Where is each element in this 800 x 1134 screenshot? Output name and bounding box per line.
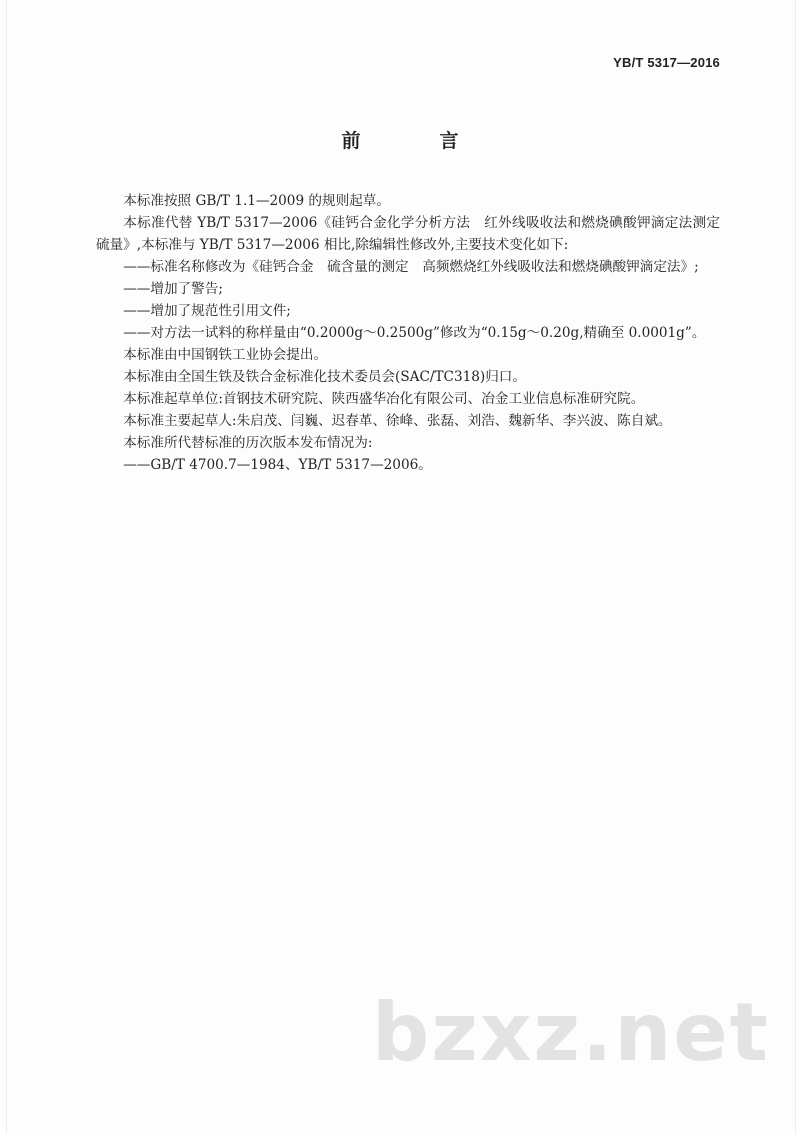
- paragraph-drafters: 本标准主要起草人:朱启茂、闫巍、迟春革、徐峰、张磊、刘浩、魏新华、李兴波、陈自斌。: [123, 413, 672, 429]
- paragraph-proposed-by: 本标准由中国钢铁工业协会提出。: [123, 347, 328, 363]
- paragraph-replacement: 本标准代替 YB/T 5317—2006《硅钙合金化学分析方法 红外线吸收法和燃烧碘酸钾滴定法测定硫量》,本标准与 YB/T 5317—2006 相比,除编辑性修改外,主要技术变化如下:: [96, 215, 720, 253]
- standard-code: YB/T 5317—2016: [613, 55, 720, 70]
- list-item-normative-references: ——增加了规范性引用文件;: [123, 303, 291, 319]
- paragraph-history-intro: 本标准所代替标准的历次版本发布情况为:: [123, 435, 373, 451]
- paragraph-drafting-units: 本标准起草单位:首钢技术研究院、陕西盛华冶化有限公司、冶金工业信息标准研究院。: [123, 391, 645, 407]
- document-body: [96, 190, 720, 476]
- list-item-warning: ——增加了警告;: [123, 281, 223, 297]
- list-item-title-change: ——标准名称修改为《硅钙合金 硫含量的测定 高频燃烧红外线吸收法和燃烧碘酸钾滴定法》;: [123, 259, 699, 275]
- page-sheet: [6, 0, 796, 1134]
- site-watermark: bzxz.net: [372, 986, 770, 1079]
- paragraph-drafting-rules: 本标准按照 GB/T 1.1—2009 的规则起草。: [123, 193, 390, 209]
- page-title: 前 言: [341, 130, 489, 152]
- paragraph-administered-by: 本标准由全国生铁及铁合金标准化技术委员会(SAC/TC318)归口。: [123, 369, 526, 385]
- list-item-sample-mass: ——对方法一试料的称样量由“0.2000g～0.2500g”修改为“0.15g～0.20g,精确至 0.0001g”。: [123, 325, 706, 341]
- list-item-previous-editions: ——GB/T 4700.7—1984、YB/T 5317—2006。: [123, 457, 432, 473]
